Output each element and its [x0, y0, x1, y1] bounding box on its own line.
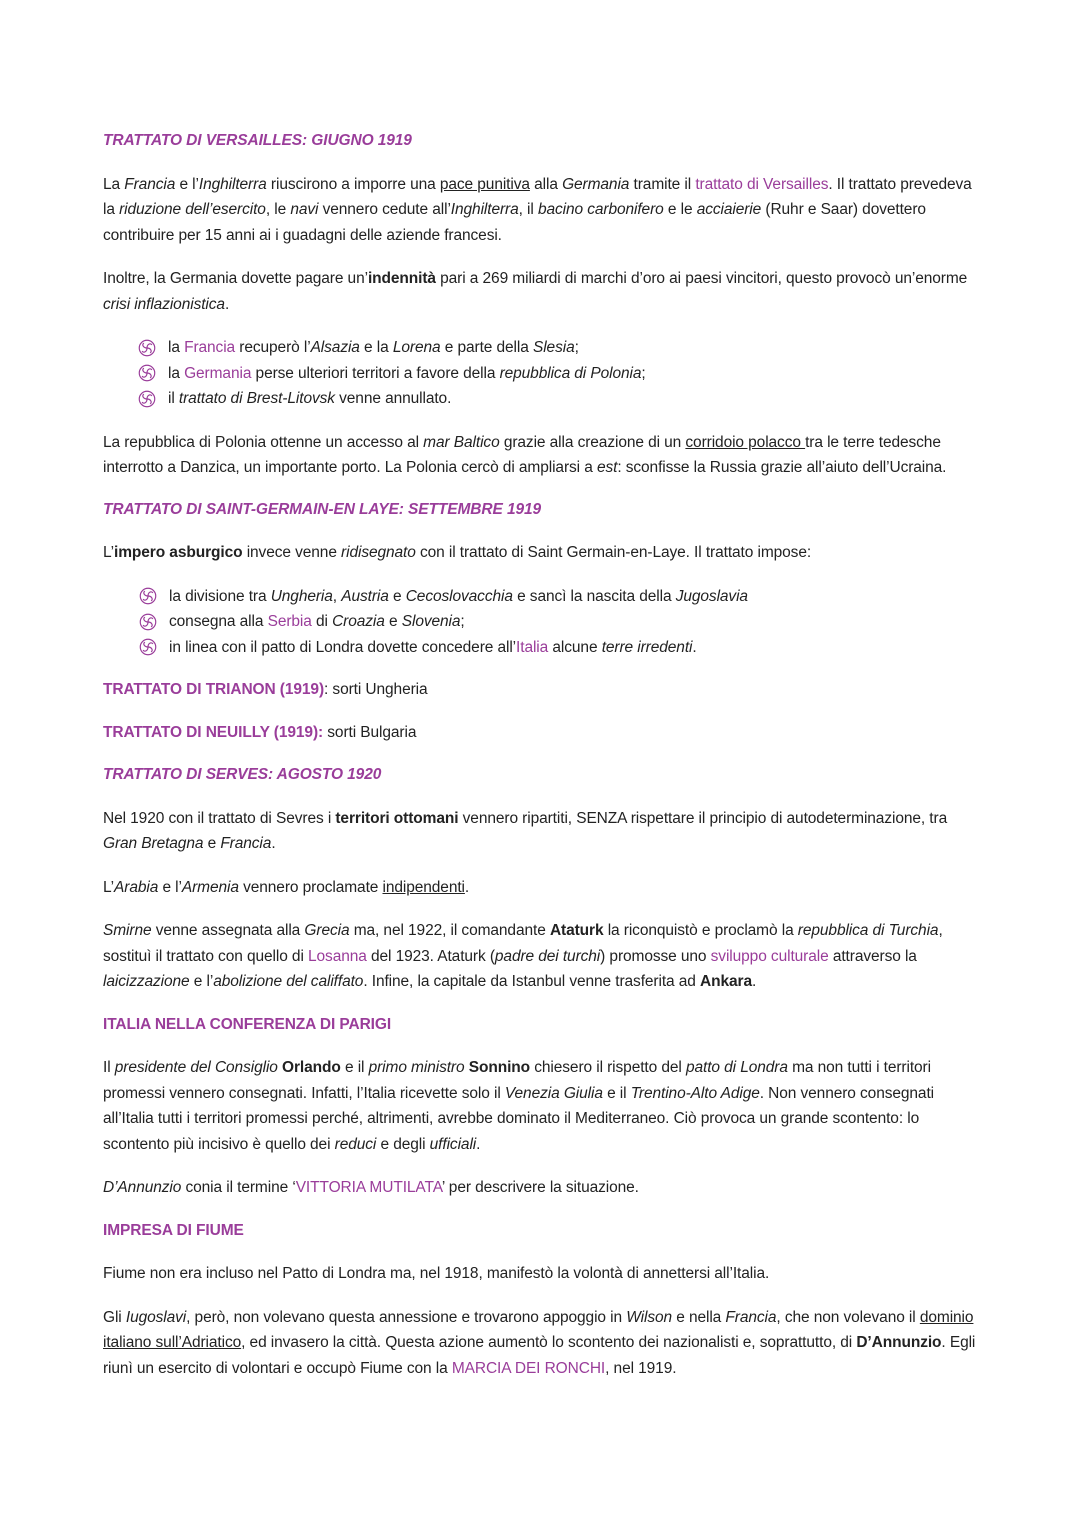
paragraph-sevres-1: Nel 1920 con il trattato di Sevres i territori ottomani vennero ripartiti, SENZA rispettare il principio di autodeterminazione, tra Gran Bretagna e Francia.: [103, 809, 948, 852]
document-body: [103, 128, 983, 1381]
line-neuilly: TRATTATO DI NEUILLY (1919): sorti Bulgaria: [103, 723, 417, 741]
list-item: consegna alla Serbia di Croazia e Slovenia;: [139, 609, 983, 635]
heading-versailles: TRATTATO DI VERSAILLES: GIUGNO 1919: [103, 132, 412, 149]
heading-fiume: IMPRESA DI FIUME: [103, 1221, 244, 1239]
spiral-bullet-icon: [138, 339, 156, 357]
list-item: il trattato di Brest-Litovsk venne annullato.: [138, 386, 983, 412]
line-trianon: TRATTATO DI TRIANON (1919): sorti Ungheria: [103, 681, 428, 698]
heading-sevres: TRATTATO DI SERVES: AGOSTO 1920: [103, 766, 382, 783]
list-item: la divisione tra Ungheria, Austria e Cecoslovacchia e sancì la nascita della Jugoslavia: [139, 584, 983, 610]
spiral-bullet-icon: [139, 638, 157, 656]
heading-trianon: TRATTATO DI TRIANON (1919): [103, 681, 325, 698]
paragraph-parigi-2: D’Annunzio conia il termine ‘VITTORIA MUTILATA’ per descrivere la situazione.: [103, 1179, 639, 1196]
paragraph-sevres-3: Smirne venne assegnata alla Grecia ma, nel 1922, il comandante Ataturk la riconquistò e proclamò la repubblica di Turchia, sostituì il trattato con quello di Losanna del 1923. Ataturk (padre dei turchi) promosse uno sviluppo culturale attraverso la laicizzazione e l’abolizione del califfato. Infine, la capitale da Istanbul venne trasferita ad Ankara.: [103, 922, 943, 990]
spiral-bullet-icon: [139, 587, 157, 605]
list-item: in linea con il patto di Londra dovette concedere all’Italia alcune terre irredenti.: [139, 635, 983, 661]
list-item: la Francia recuperò l’Alsazia e la Lorena e parte della Slesia;: [138, 335, 983, 361]
paragraph-versailles-3: La repubblica di Polonia ottenne un accesso al mar Baltico grazie alla creazione di un corridoio polacco tra le terre tedesche interrotto a Danzica, un importante porto. La Polonia cercò di ampliarsi a est: sconfisse la Russia grazie all’aiuto dell’Ucraina.: [103, 433, 947, 476]
paragraph-sevres-2: L’Arabia e l’Armenia vennero proclamate indipendenti.: [103, 878, 470, 896]
list-versailles: [103, 335, 983, 412]
list-saint-germain: [103, 584, 983, 661]
paragraph-saint-germain-1: L’impero asburgico invece venne ridisegnato con il trattato di Saint Germain-en-Laye. Il trattato impose:: [103, 544, 812, 561]
spiral-bullet-icon: [138, 364, 156, 382]
spiral-bullet-icon: [139, 613, 157, 631]
paragraph-versailles-2: Inoltre, la Germania dovette pagare un’indennità pari a 269 miliardi di marchi d’oro ai paesi vincitori, questo provocò un’enorme crisi inflazionistica.: [103, 270, 968, 313]
heading-neuilly: TRATTATO DI NEUILLY (1919):: [103, 723, 324, 741]
paragraph-versailles-1: La Francia e l’Inghilterra riuscirono a imporre una pace punitiva alla Germania tramite il trattato di Versailles. Il trattato prevedeva la riduzione dell’esercito, le navi vennero cedute all’Inghilterra, il bacino carbonifero e le acciaierie (Ruhr e Saar) dovettero contribuire per 15 anni ai i guadagni delle aziende francesi.: [103, 175, 972, 244]
paragraph-fiume-2: Gli Iugoslavi, però, non volevano questa annessione e trovarono appoggio in Wilson e nella Francia, che non volevano il dominio italiano sull’Adriatico, ed invasero la città. Questa azione aumentò lo scontento dei nazionalisti e, soprattutto, di D’Annunzio. Egli riunì un esercito di volontari e occupò Fiume con la MARCIA DEI RONCHI, nel 1919.: [103, 1308, 976, 1377]
heading-parigi: ITALIA NELLA CONFERENZA DI PARIGI: [103, 1015, 392, 1033]
heading-saint-germain: TRATTATO DI SAINT-GERMAIN-EN LAYE: SETTEMBRE 1919: [103, 500, 542, 518]
paragraph-fiume-1: Fiume non era incluso nel Patto di Londra ma, nel 1918, manifestò la volontà di annettersi all’Italia.: [103, 1265, 770, 1282]
paragraph-parigi-1: Il presidente del Consiglio Orlando e il primo ministro Sonnino chiesero il rispetto del patto di Londra ma non tutti i territori promessi vennero consegnati. Infatti, l’Italia ricevette solo il Venezia Giulia e il Trentino-Alto Adige. Non vennero consegnati all’Italia tutti i territori promessi perché, altrimenti, avrebbe dominato il Mediterraneo. Ciò provoca un grande scontento: lo scontento più incisivo è quello dei reduci e degli ufficiali.: [103, 1059, 934, 1153]
spiral-bullet-icon: [138, 390, 156, 408]
list-item: la Germania perse ulteriori territori a favore della repubblica di Polonia;: [138, 361, 983, 387]
